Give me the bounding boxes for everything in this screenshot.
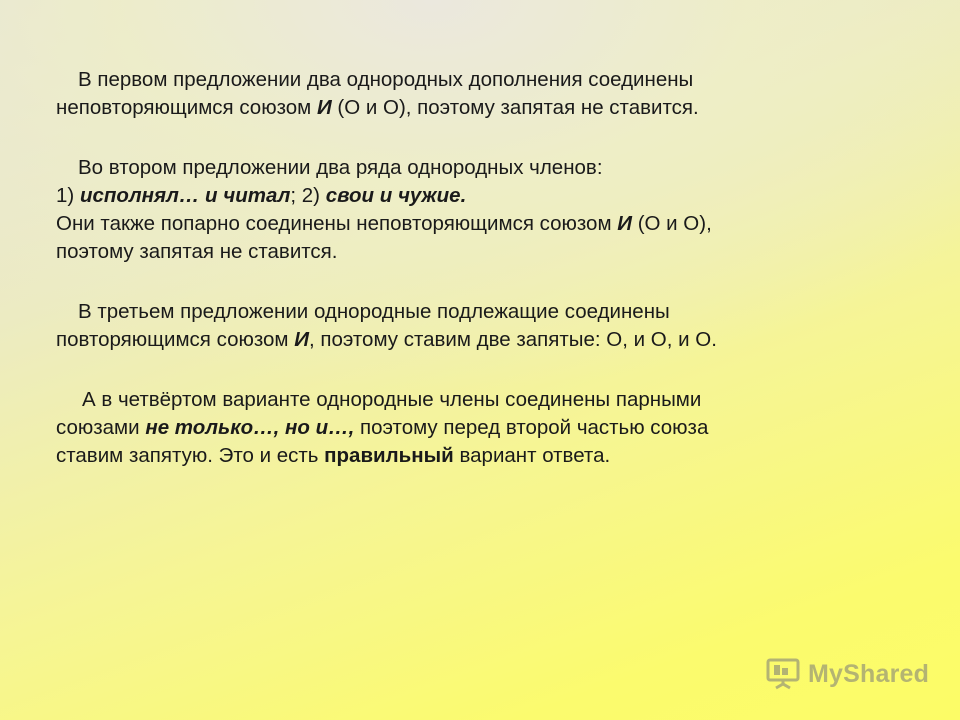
paragraph-2-line-2: 1) исполнял… и читал; 2) свои и чужие. <box>56 184 467 207</box>
correct-word: правильный <box>324 444 454 467</box>
example-2: свои и чужие. <box>325 184 467 207</box>
watermark-text: MyShared <box>808 659 930 688</box>
paragraph-4-line-1: А в четвёртом варианте однородные члены соединены парными <box>82 388 702 411</box>
paragraph-1-line-2: неповторяющимся союзом И (О и О), поэтому запятая не ставится. <box>56 96 699 119</box>
paragraph-2-line-1: Во втором предложении два ряда однородных членов: <box>78 156 603 179</box>
watermark <box>766 656 929 692</box>
paragraph-1 <box>56 66 916 122</box>
paired-conjunction: не только…, но и…, <box>145 416 355 439</box>
paragraph-4-line-2: союзами не только…, но и…, поэтому перед второй частью союза <box>56 416 709 439</box>
paragraph-1-line-1: В первом предложении два однородных дополнения соединены <box>78 68 694 91</box>
slide-text <box>56 66 916 502</box>
paragraph-4-line-3: ставим запятую. Это и есть правильный вариант ответа. <box>56 444 611 467</box>
example-1: исполнял… и читал <box>79 184 291 207</box>
paragraph-4 <box>56 386 916 470</box>
paragraph-2-line-3: Они также попарно соединены неповторяющимся союзом И (О и О), <box>56 212 712 235</box>
paragraph-3-line-2: повторяющимся союзом И, поэтому ставим две запятые: О, и О, и О. <box>56 328 717 351</box>
presentation-screen-icon <box>766 657 802 691</box>
conjunction-i: И <box>294 328 309 351</box>
paragraph-2 <box>56 154 916 266</box>
conjunction-i: И <box>617 212 632 235</box>
conjunction-i: И <box>316 96 332 119</box>
paragraph-2-line-4: поэтому запятая не ставится. <box>56 240 338 263</box>
paragraph-3 <box>56 298 916 354</box>
paragraph-3-line-1: В третьем предложении однородные подлежащие соединены <box>78 300 670 323</box>
